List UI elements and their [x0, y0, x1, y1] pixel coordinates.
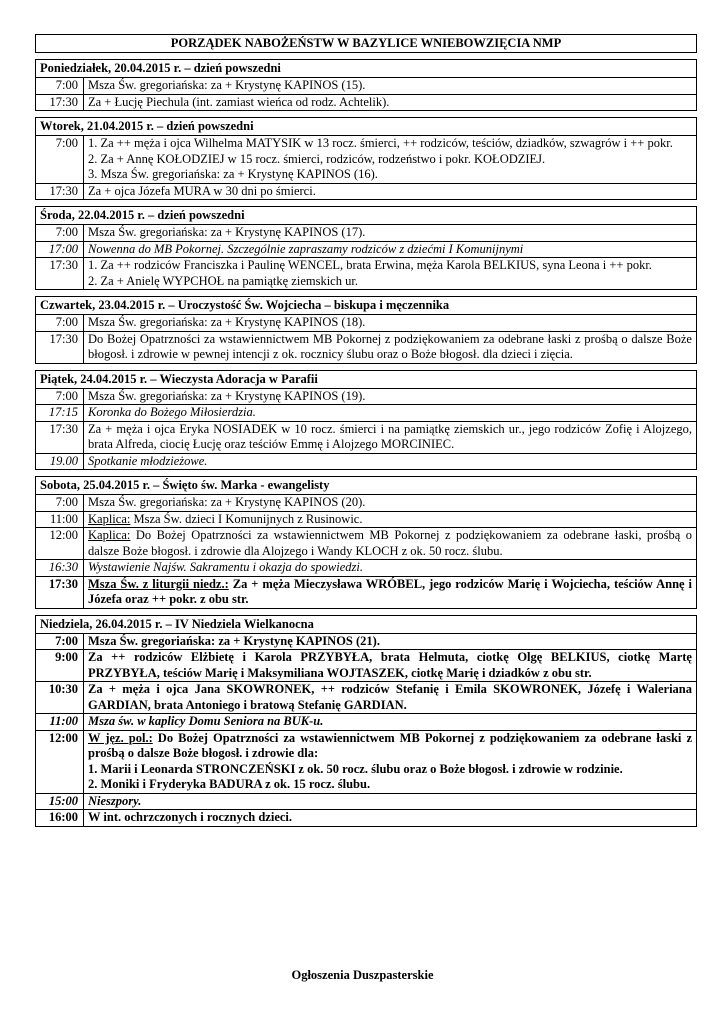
intention-prefix: Kaplica:: [88, 511, 131, 526]
mass-time: 17:30: [36, 94, 84, 110]
mass-time: 7:00: [36, 315, 84, 331]
mass-time: 7:00: [36, 389, 84, 405]
page-title: PORZĄDEK NABOŻEŃSTW W BAZYLICE WNIEBOWZIĘCIA NMP: [35, 34, 697, 53]
intention-line: 1. Za ++ rodziców Franciszka i Paulinę WENCEL, brata Erwina, męża Karola BELKIUS, syna Leona i ++ pokr.: [88, 258, 652, 272]
mass-time: 17:30: [36, 258, 84, 290]
day-block: [35, 476, 697, 609]
intention-line: Kaplica: Do Bożej Opatrzności za wstawiennictwem MB Pokornej z podziękowaniem za odebrane łaski, prośbą o dalsze Boże błogosł. i zdrowie dla Alojzego i Wandy KLOCH z ok. 50 rocz. ślubu.: [88, 528, 692, 558]
intention-line: 2. Za + Annę KOŁODZIEJ w 15 rocz. śmierci, rodziców, rodzeństwo i pokr. KOŁODZIEJ.: [88, 151, 546, 166]
day-block: [35, 615, 697, 827]
mass-time: 7:00: [36, 495, 84, 511]
mass-row: [36, 793, 696, 810]
mass-time: 10:30: [36, 682, 84, 714]
mass-table: [36, 136, 696, 199]
day-block: [35, 296, 697, 364]
mass-row: [36, 453, 696, 469]
mass-intention: [84, 511, 697, 528]
mass-intention: [84, 405, 697, 422]
mass-time: 12:00: [36, 730, 84, 793]
mass-row: [36, 183, 696, 199]
day-title: Piątek, 24.04.2015 r. – Wieczysta Adoracja w Parafii: [36, 371, 696, 389]
mass-time: 15:00: [36, 793, 84, 810]
mass-time: 17:30: [36, 183, 84, 199]
mass-intention: [84, 682, 697, 714]
intention-line: Wystawienie Najśw. Sakramentu i okazja do spowiedzi.: [88, 560, 363, 574]
mass-intention: [84, 810, 697, 826]
mass-time: 17:30: [36, 576, 84, 608]
mass-time: 11:00: [36, 511, 84, 528]
intention-prefix: W jęz. pol.:: [88, 730, 153, 745]
intention-line: Za + męża i ojca Eryka NOSIADEK w 10 rocz. śmierci i na pamiątkę ziemskich ur., jego rodziców Zofię i Alojzego, brata Alfreda, ciocię Łucję oraz teściów Emmę i Alojzego MORCINIEC.: [88, 421, 692, 451]
mass-intention: [84, 94, 697, 110]
day-block: [35, 59, 697, 111]
intention-line: Msza Św. gregoriańska: za + Krystynę KAPINOS (17).: [88, 225, 366, 239]
mass-time: 17:00: [36, 241, 84, 258]
intention-line: Za ++ rodziców Elżbietę i Karola PRZYBYŁA, brata Helmuta, ciotkę Olgę BELKIUS, ciotkę Martę PRZYBYŁA, teściów Marię i Maksymiliana WOJTASZEK, ciotkę Marię i dziadków z obu str.: [88, 650, 692, 680]
intention-line: Za + ojca Józefa MURA w 30 dni po śmierci.: [88, 183, 316, 198]
mass-row: [36, 560, 696, 577]
intention-line: Msza Św. gregoriańska: za + Krystynę KAPINOS (15).: [88, 78, 366, 92]
schedule-sheet: [35, 34, 697, 827]
mass-intention: [84, 495, 697, 511]
intention-line: W jęz. pol.: Do Bożej Opatrzności za wstawiennictwem MB Pokornej z podziękowaniem za odebrane łaski z prośbą o dalsze Boże błogosł. i zdrowie dla:: [88, 730, 692, 760]
day-title: Wtorek, 21.04.2015 r. – dzień powszedni: [36, 118, 696, 136]
mass-row: [36, 528, 696, 560]
mass-intention: [84, 634, 697, 650]
mass-intention: [84, 453, 697, 469]
day-title: Sobota, 25.04.2015 r. – Święto św. Marka - ewangelisty: [36, 477, 696, 495]
intention-line: 2. Za + Anielę WYPCHOŁ na pamiątkę ziemskich ur.: [88, 273, 358, 288]
intention-prefix: Kaplica:: [88, 528, 131, 542]
intention-line: Kaplica: Msza Św. dzieci I Komunijnych z Rusinowic.: [88, 511, 363, 526]
mass-row: [36, 331, 696, 363]
mass-intention: [84, 315, 697, 331]
intention-prefix: Msza Św. z liturgii niedz.:: [88, 576, 229, 591]
mass-time: 17:30: [36, 421, 84, 453]
mass-row: [36, 136, 696, 183]
mass-row: [36, 389, 696, 405]
day-title: Niedziela, 26.04.2015 r. – IV Niedziela Wielkanocna: [36, 616, 696, 634]
mass-intention: [84, 78, 697, 94]
mass-intention: [84, 576, 697, 608]
intention-line: Msza Św. gregoriańska: za + Krystynę KAPINOS (21).: [88, 633, 380, 648]
intention-line: 3. Msza Św. gregoriańska: za + Krystynę KAPINOS (16).: [88, 167, 378, 181]
mass-row: [36, 258, 696, 290]
mass-intention: [84, 331, 697, 363]
intention-line: 2. Moniki i Fryderyka BADURA z ok. 15 rocz. ślubu.: [88, 777, 371, 791]
mass-table: [36, 634, 696, 826]
mass-table: [36, 78, 696, 110]
mass-intention: [84, 730, 697, 793]
mass-row: [36, 405, 696, 422]
day-title: Czwartek, 23.04.2015 r. – Uroczystość Św. Wojciecha – biskupa i męczennika: [36, 297, 696, 315]
day-title: Środa, 22.04.2015 r. – dzień powszedni: [36, 207, 696, 225]
mass-intention: [84, 528, 697, 560]
day-block: [35, 370, 697, 471]
mass-row: [36, 225, 696, 241]
intention-line: Msza Św. z liturgii niedz.: Za + męża Mieczysława WRÓBEL, jego rodziców Marię i Wojciecha, teściów Annę i Józefa oraz ++ pokr. z obu str.: [88, 576, 692, 606]
mass-row: [36, 634, 696, 650]
mass-row: [36, 714, 696, 731]
mass-intention: [84, 650, 697, 682]
intention-line: Nowenna do MB Pokornej. Szczególnie zapraszamy rodziców z dziećmi I Komunijnymi: [88, 241, 524, 256]
mass-intention: [84, 136, 697, 183]
mass-table: [36, 495, 696, 608]
mass-intention: [84, 258, 697, 290]
mass-time: 11:00: [36, 714, 84, 731]
mass-row: [36, 576, 696, 608]
mass-row: [36, 650, 696, 682]
mass-row: [36, 241, 696, 258]
intention-line: 1. Za ++ męża i ojca Wilhelma MATYSIK w 13 rocz. śmierci, ++ rodziców, teściów, dziadków, szwagrów i ++ pokr.: [88, 136, 673, 150]
intention-line: Msza Św. gregoriańska: za + Krystynę KAPINOS (19).: [88, 388, 366, 403]
mass-row: [36, 682, 696, 714]
mass-time: 16:30: [36, 560, 84, 577]
mass-intention: [84, 225, 697, 241]
mass-row: [36, 495, 696, 511]
mass-time: 7:00: [36, 634, 84, 650]
intention-line: 1. Marii i Leonarda STRONCZEŃSKI z ok. 50 rocz. ślubu oraz o Boże błogosł. i zdrowie w rodzinie.: [88, 761, 623, 776]
mass-time: 17:15: [36, 405, 84, 422]
mass-intention: [84, 793, 697, 810]
mass-intention: [84, 241, 697, 258]
mass-time: 9:00: [36, 650, 84, 682]
intention-line: Nieszpory.: [88, 793, 142, 808]
mass-row: [36, 511, 696, 528]
mass-table: [36, 315, 696, 363]
mass-time: 7:00: [36, 78, 84, 94]
intention-line: Spotkanie młodzieżowe.: [88, 453, 208, 468]
mass-time: 12:00: [36, 528, 84, 560]
mass-time: 17:30: [36, 331, 84, 363]
intention-line: Msza Św. gregoriańska: za + Krystynę KAPINOS (20).: [88, 495, 366, 509]
intention-line: Do Bożej Opatrzności za wstawiennictwem MB Pokornej z podziękowaniem za odebrane łaski z prośbą o dalsze Boże błogosł. i zdrowie w pewnej intencji z ok. rocznicy ślubu oraz o Boże błogosł. dla dzieci i zięcia.: [88, 331, 692, 361]
mass-row: [36, 315, 696, 331]
mass-row: [36, 810, 696, 826]
day-title: Poniedziałek, 20.04.2015 r. – dzień powszedni: [36, 60, 696, 78]
mass-intention: [84, 714, 697, 731]
intention-line: Koronka do Bożego Miłosierdzia.: [88, 405, 256, 419]
mass-table: [36, 389, 696, 470]
day-block: [35, 206, 697, 290]
mass-row: [36, 421, 696, 453]
mass-table: [36, 225, 696, 289]
mass-intention: [84, 183, 697, 199]
intention-line: W int. ochrzczonych i rocznych dzieci.: [88, 810, 293, 824]
mass-row: [36, 94, 696, 110]
days-container: [35, 59, 697, 827]
intention-line: Za + męża i ojca Jana SKOWRONEK, ++ rodziców Stefanię i Emila SKOWRONEK, Józefę i Waleriana GARDIAN, brata Antoniego i bratową Stefanię GARDIAN.: [88, 682, 692, 712]
mass-row: [36, 78, 696, 94]
footer-title: Ogłoszenia Duszpasterskie: [291, 968, 434, 982]
mass-time: 7:00: [36, 225, 84, 241]
mass-intention: [84, 421, 697, 453]
intention-line: Msza św. w kaplicy Domu Seniora na BUK-u.: [88, 714, 324, 728]
mass-time: 19.00: [36, 453, 84, 469]
mass-row: [36, 730, 696, 793]
mass-time: 16:00: [36, 810, 84, 826]
intention-line: Msza Św. gregoriańska: za + Krystynę KAPINOS (18).: [88, 315, 366, 329]
mass-time: 7:00: [36, 136, 84, 183]
day-block: [35, 117, 697, 200]
intention-line: Za + Łucję Piechula (int. zamiast wieńca od rodz. Achtelik).: [88, 94, 390, 109]
mass-intention: [84, 389, 697, 405]
mass-intention: [84, 560, 697, 577]
